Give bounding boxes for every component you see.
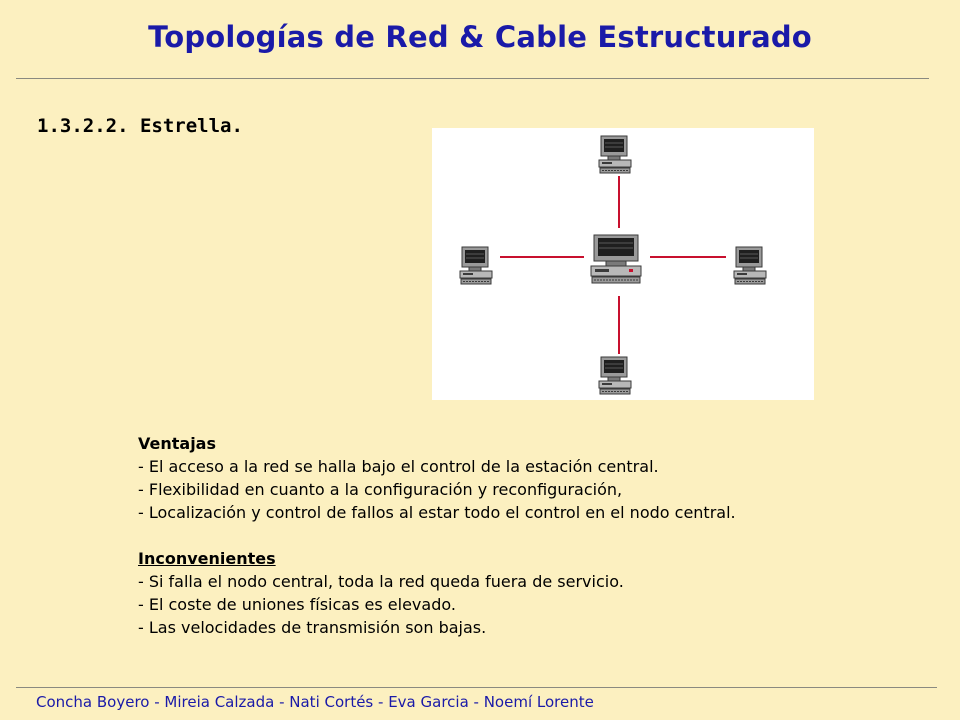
disadvantage-item: - Las velocidades de transmisión son bajas. bbox=[138, 618, 487, 637]
advantage-item: - Localización y control de fallos al estar todo el control en el nodo central. bbox=[138, 503, 736, 522]
footer-divider bbox=[16, 687, 937, 688]
star-topology-diagram bbox=[432, 128, 814, 400]
text-block bbox=[138, 432, 928, 639]
disadvantage-item: - Si falla el nodo central, toda la red queda fuera de servicio. bbox=[138, 572, 624, 591]
computer-icon bbox=[460, 247, 492, 284]
star-topology-svg bbox=[432, 128, 814, 400]
computer-icon bbox=[599, 136, 631, 173]
section-heading: 1.3.2.2. Estrella. bbox=[37, 115, 243, 137]
computer-icon bbox=[599, 357, 631, 394]
footer-authors: Concha Boyero - Mireia Calzada - Nati Cortés - Eva Garcia - Noemí Lorente bbox=[36, 693, 594, 711]
computer-icon bbox=[734, 247, 766, 284]
disadvantages-heading: Inconvenientes bbox=[138, 549, 276, 568]
spacer bbox=[138, 524, 928, 547]
advantages-heading: Ventajas bbox=[138, 434, 216, 453]
disadvantage-item: - El coste de uniones físicas es elevado. bbox=[138, 595, 456, 614]
page-title: Topologías de Red & Cable Estructurado bbox=[148, 20, 812, 54]
advantage-item: - El acceso a la red se halla bajo el control de la estación central. bbox=[138, 457, 659, 476]
server-icon bbox=[591, 235, 641, 283]
header-divider bbox=[16, 78, 929, 79]
advantage-item: - Flexibilidad en cuanto a la configuración y reconfiguración, bbox=[138, 480, 623, 499]
